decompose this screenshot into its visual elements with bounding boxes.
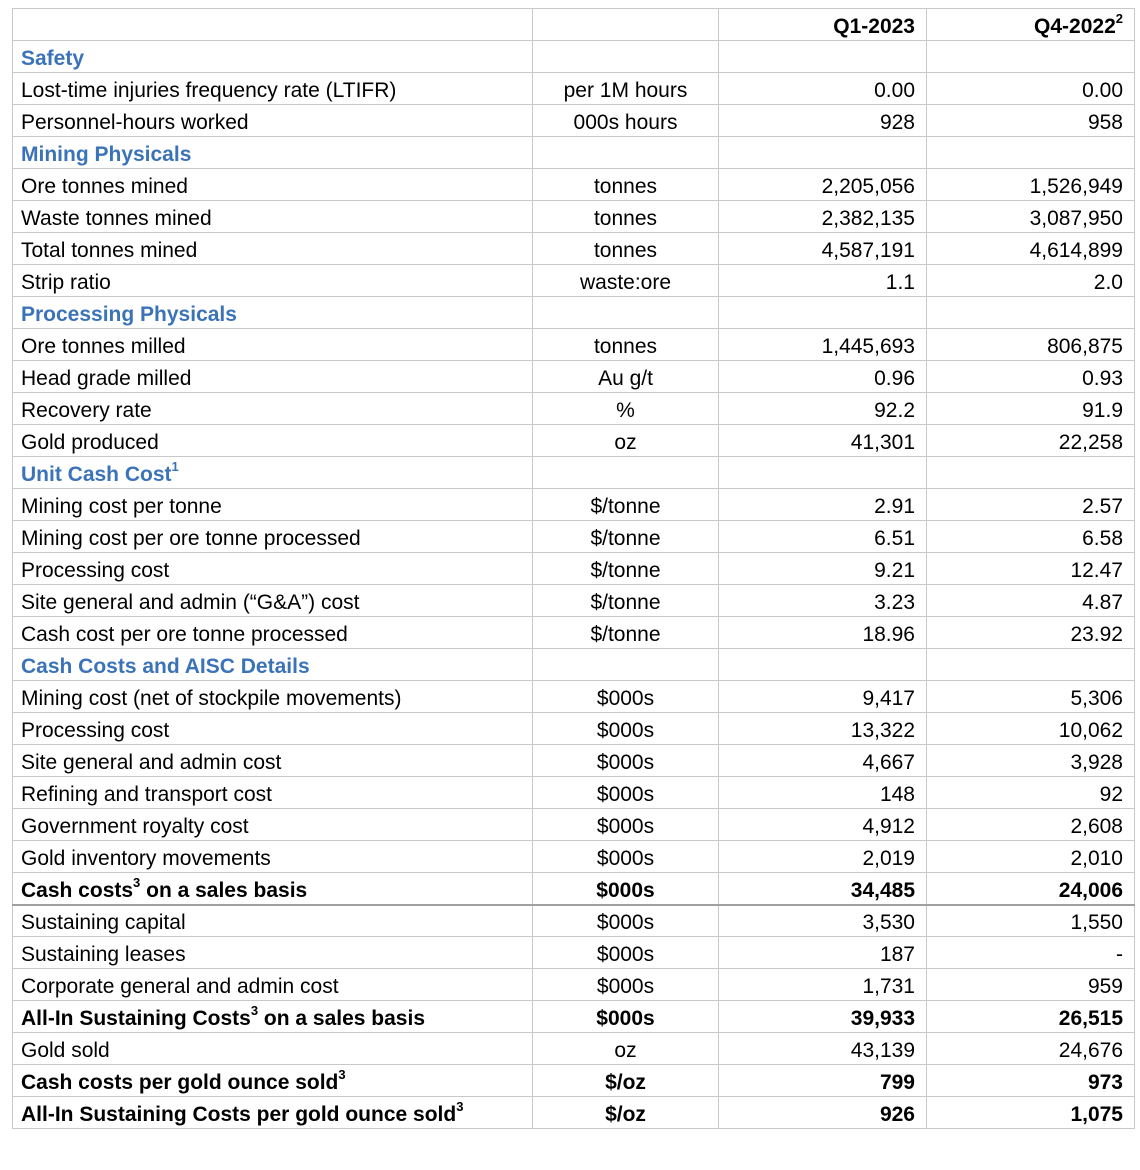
row-value-q1-2023: 187 (719, 937, 927, 969)
row-label (13, 1097, 533, 1129)
total-row (13, 873, 1135, 905)
row-unit: % (533, 393, 719, 425)
table-row (13, 489, 1135, 521)
row-label-text: Gold inventory movements (21, 847, 271, 870)
table-row (13, 617, 1135, 649)
row-value-q1-2023: 4,912 (719, 809, 927, 841)
row-label-text: Mining cost per ore tonne processed (21, 527, 361, 550)
row-label (13, 329, 533, 361)
total-row (13, 1065, 1135, 1097)
row-unit: tonnes (533, 201, 719, 233)
header-q4-footnote: 2 (1115, 11, 1123, 26)
row-value-q4-2022: 806,875 (927, 329, 1135, 361)
row-footnote: 3 (456, 1099, 464, 1114)
table-row (13, 585, 1135, 617)
empty-cell (927, 649, 1135, 681)
table-row (13, 361, 1135, 393)
section-title-text: Mining Physicals (21, 143, 192, 166)
row-value-q4-2022: 4.87 (927, 585, 1135, 617)
row-label (13, 1033, 533, 1065)
row-unit: Au g/t (533, 361, 719, 393)
row-unit: waste:ore (533, 265, 719, 297)
section-title-text: Unit Cash Cost (21, 463, 172, 486)
row-label (13, 585, 533, 617)
row-label (13, 1001, 533, 1033)
empty-cell (927, 41, 1135, 73)
table-row (13, 425, 1135, 457)
row-value-q1-2023: 799 (719, 1065, 927, 1097)
row-unit: $/tonne (533, 521, 719, 553)
row-label-text: Gold produced (21, 431, 159, 454)
row-label-text: Personnel-hours worked (21, 111, 249, 134)
row-value-q4-2022: 2,010 (927, 841, 1135, 873)
table-body (13, 41, 1135, 1129)
row-label-text: Lost-time injuries frequency rate (LTIFR) (21, 79, 397, 102)
row-value-q1-2023: 3,530 (719, 905, 927, 937)
row-unit: $000s (533, 745, 719, 777)
header-q1-label: Q1-2023 (833, 15, 915, 38)
row-value-q4-2022: 10,062 (927, 713, 1135, 745)
table-row (13, 201, 1135, 233)
row-label-text: Processing cost (21, 559, 170, 582)
row-value-q4-2022: 959 (927, 969, 1135, 1001)
row-value-q4-2022: 1,075 (927, 1097, 1135, 1129)
row-unit: tonnes (533, 329, 719, 361)
row-label (13, 73, 533, 105)
row-label-text: Cash costs (21, 878, 134, 902)
row-label (13, 265, 533, 297)
empty-cell (719, 649, 927, 681)
row-value-q4-2022: 2,608 (927, 809, 1135, 841)
row-value-q1-2023: 92.2 (719, 393, 927, 425)
row-label (13, 745, 533, 777)
row-unit: $000s (533, 873, 719, 905)
row-unit: $000s (533, 809, 719, 841)
section-title (13, 457, 533, 489)
row-label-text: Sustaining leases (21, 943, 186, 966)
row-unit: $/tonne (533, 617, 719, 649)
section-header-row (13, 137, 1135, 169)
empty-cell (927, 297, 1135, 329)
row-value-q4-2022: 92 (927, 777, 1135, 809)
row-label-text: Recovery rate (21, 399, 152, 422)
row-value-q4-2022: 958 (927, 105, 1135, 137)
table-row (13, 777, 1135, 809)
row-value-q1-2023: 926 (719, 1097, 927, 1129)
row-value-q4-2022: 22,258 (927, 425, 1135, 457)
row-value-q4-2022: 973 (927, 1065, 1135, 1097)
row-unit: $000s (533, 841, 719, 873)
row-label (13, 969, 533, 1001)
empty-cell (719, 297, 927, 329)
row-value-q1-2023: 1.1 (719, 265, 927, 297)
row-label (13, 233, 533, 265)
table-row (13, 265, 1135, 297)
table-row (13, 521, 1135, 553)
table-row (13, 329, 1135, 361)
row-unit: $000s (533, 777, 719, 809)
section-title (13, 137, 533, 169)
row-label-suffix: on a sales basis (258, 1007, 426, 1030)
row-value-q4-2022: 2.57 (927, 489, 1135, 521)
row-label-text: Mining cost (net of stockpile movements) (21, 687, 402, 710)
row-label-text: Site general and admin (“G&A”) cost (21, 591, 360, 614)
table-row (13, 553, 1135, 585)
row-unit: oz (533, 425, 719, 457)
section-header-row (13, 457, 1135, 489)
total-row (13, 1001, 1135, 1033)
row-value-q1-2023: 1,445,693 (719, 329, 927, 361)
row-unit: $000s (533, 1001, 719, 1033)
section-title (13, 649, 533, 681)
row-unit: per 1M hours (533, 73, 719, 105)
section-title (13, 297, 533, 329)
row-label (13, 361, 533, 393)
row-value-q1-2023: 6.51 (719, 521, 927, 553)
row-label-suffix: on a sales basis (140, 878, 308, 902)
section-header-row (13, 649, 1135, 681)
row-value-q4-2022: 0.00 (927, 73, 1135, 105)
row-value-q1-2023: 2,019 (719, 841, 927, 873)
row-unit: $/oz (533, 1097, 719, 1129)
row-value-q1-2023: 1,731 (719, 969, 927, 1001)
table-row (13, 393, 1135, 425)
row-unit: $000s (533, 969, 719, 1001)
section-title-text: Safety (21, 47, 85, 70)
section-header-row (13, 297, 1135, 329)
row-value-q1-2023: 4,667 (719, 745, 927, 777)
row-unit: oz (533, 1033, 719, 1065)
row-label-text: All-In Sustaining Costs (21, 1007, 251, 1030)
row-value-q1-2023: 41,301 (719, 425, 927, 457)
empty-cell (533, 137, 719, 169)
row-label (13, 489, 533, 521)
table-row (13, 905, 1135, 937)
table-row (13, 1033, 1135, 1065)
table-row (13, 105, 1135, 137)
empty-cell (533, 649, 719, 681)
row-value-q4-2022: 4,614,899 (927, 233, 1135, 265)
row-value-q1-2023: 148 (719, 777, 927, 809)
row-label (13, 105, 533, 137)
section-header-row (13, 41, 1135, 73)
row-value-q4-2022: 23.92 (927, 617, 1135, 649)
row-label-text: Sustaining capital (21, 911, 186, 934)
row-label-text: Refining and transport cost (21, 783, 272, 806)
row-unit: $/tonne (533, 553, 719, 585)
row-label (13, 617, 533, 649)
table-row (13, 169, 1135, 201)
row-value-q1-2023: 18.96 (719, 617, 927, 649)
row-label (13, 905, 533, 937)
row-footnote: 3 (250, 1003, 259, 1018)
empty-cell (719, 137, 927, 169)
row-value-q1-2023: 2,382,135 (719, 201, 927, 233)
header-q4-label: Q4-2022 (1034, 15, 1116, 38)
row-value-q4-2022: - (927, 937, 1135, 969)
row-label (13, 809, 533, 841)
header-q1-2023 (719, 9, 927, 41)
row-value-q1-2023: 0.96 (719, 361, 927, 393)
section-footnote: 1 (171, 459, 179, 474)
empty-cell (927, 457, 1135, 489)
row-label (13, 393, 533, 425)
table-row (13, 681, 1135, 713)
row-value-q1-2023: 34,485 (719, 873, 927, 905)
total-row (13, 1097, 1135, 1129)
table-row (13, 937, 1135, 969)
row-label-text: Processing cost (21, 719, 170, 742)
table-row (13, 969, 1135, 1001)
row-value-q4-2022: 1,526,949 (927, 169, 1135, 201)
row-unit: tonnes (533, 169, 719, 201)
row-label-text: Waste tonnes mined (21, 207, 212, 230)
row-unit: tonnes (533, 233, 719, 265)
section-title-text: Cash Costs and AISC Details (21, 655, 310, 678)
row-value-q1-2023: 2.91 (719, 489, 927, 521)
row-unit: $000s (533, 713, 719, 745)
row-label (13, 201, 533, 233)
row-unit: $000s (533, 681, 719, 713)
row-label-text: Strip ratio (21, 271, 111, 294)
row-unit: $/tonne (533, 585, 719, 617)
table-container (12, 8, 1135, 1129)
empty-cell (719, 457, 927, 489)
row-value-q1-2023: 0.00 (719, 73, 927, 105)
row-label-text: Cash costs per gold ounce sold (21, 1071, 339, 1094)
row-unit: $000s (533, 905, 719, 937)
row-value-q1-2023: 9,417 (719, 681, 927, 713)
row-value-q1-2023: 3.23 (719, 585, 927, 617)
row-value-q4-2022: 12.47 (927, 553, 1135, 585)
row-label (13, 553, 533, 585)
row-label (13, 713, 533, 745)
row-value-q4-2022: 3,087,950 (927, 201, 1135, 233)
row-label (13, 425, 533, 457)
row-value-q4-2022: 6.58 (927, 521, 1135, 553)
row-label-text: Cash cost per ore tonne processed (21, 623, 348, 646)
row-value-q4-2022: 3,928 (927, 745, 1135, 777)
header-label-cell (13, 9, 533, 41)
row-value-q1-2023: 13,322 (719, 713, 927, 745)
table-row (13, 841, 1135, 873)
row-label-text: Ore tonnes mined (21, 175, 188, 198)
row-value-q1-2023: 39,933 (719, 1001, 927, 1033)
row-label (13, 841, 533, 873)
section-title (13, 41, 533, 73)
table-row (13, 233, 1135, 265)
row-label (13, 169, 533, 201)
row-unit: $/tonne (533, 489, 719, 521)
row-value-q1-2023: 9.21 (719, 553, 927, 585)
row-value-q4-2022: 2.0 (927, 265, 1135, 297)
empty-cell (533, 41, 719, 73)
row-label-text: Gold sold (21, 1039, 110, 1062)
row-label-text: All-In Sustaining Costs per gold ounce sold (21, 1103, 457, 1126)
row-label-text: Head grade milled (21, 367, 192, 390)
row-label (13, 873, 533, 905)
header-unit-cell (533, 9, 719, 41)
row-unit: 000s hours (533, 105, 719, 137)
row-value-q4-2022: 91.9 (927, 393, 1135, 425)
row-label-text: Total tonnes mined (21, 239, 198, 262)
empty-cell (927, 137, 1135, 169)
row-unit: $000s (533, 937, 719, 969)
row-label-text: Government royalty cost (21, 815, 249, 838)
header-q4-2022 (927, 9, 1135, 41)
row-value-q1-2023: 2,205,056 (719, 169, 927, 201)
empty-cell (533, 457, 719, 489)
row-value-q1-2023: 43,139 (719, 1033, 927, 1065)
row-value-q4-2022: 24,006 (927, 873, 1135, 905)
row-label (13, 1065, 533, 1097)
table-row (13, 73, 1135, 105)
section-title-text: Processing Physicals (21, 303, 237, 326)
row-label (13, 777, 533, 809)
row-value-q1-2023: 928 (719, 105, 927, 137)
row-footnote: 3 (133, 874, 141, 890)
table-row (13, 713, 1135, 745)
row-label-text: Ore tonnes milled (21, 335, 186, 358)
operating-results-table (12, 8, 1135, 1129)
row-value-q4-2022: 0.93 (927, 361, 1135, 393)
row-label (13, 937, 533, 969)
row-unit: $/oz (533, 1065, 719, 1097)
row-label-text: Mining cost per tonne (21, 495, 222, 518)
row-value-q4-2022: 1,550 (927, 905, 1135, 937)
row-label-text: Corporate general and admin cost (21, 975, 339, 998)
row-value-q4-2022: 26,515 (927, 1001, 1135, 1033)
row-label (13, 521, 533, 553)
row-value-q1-2023: 4,587,191 (719, 233, 927, 265)
table-row (13, 745, 1135, 777)
row-label (13, 681, 533, 713)
row-footnote: 3 (338, 1067, 346, 1082)
row-value-q4-2022: 24,676 (927, 1033, 1135, 1065)
row-label-text: Site general and admin cost (21, 751, 282, 774)
header-row (13, 9, 1135, 41)
empty-cell (533, 297, 719, 329)
row-value-q4-2022: 5,306 (927, 681, 1135, 713)
table-row (13, 809, 1135, 841)
empty-cell (719, 41, 927, 73)
